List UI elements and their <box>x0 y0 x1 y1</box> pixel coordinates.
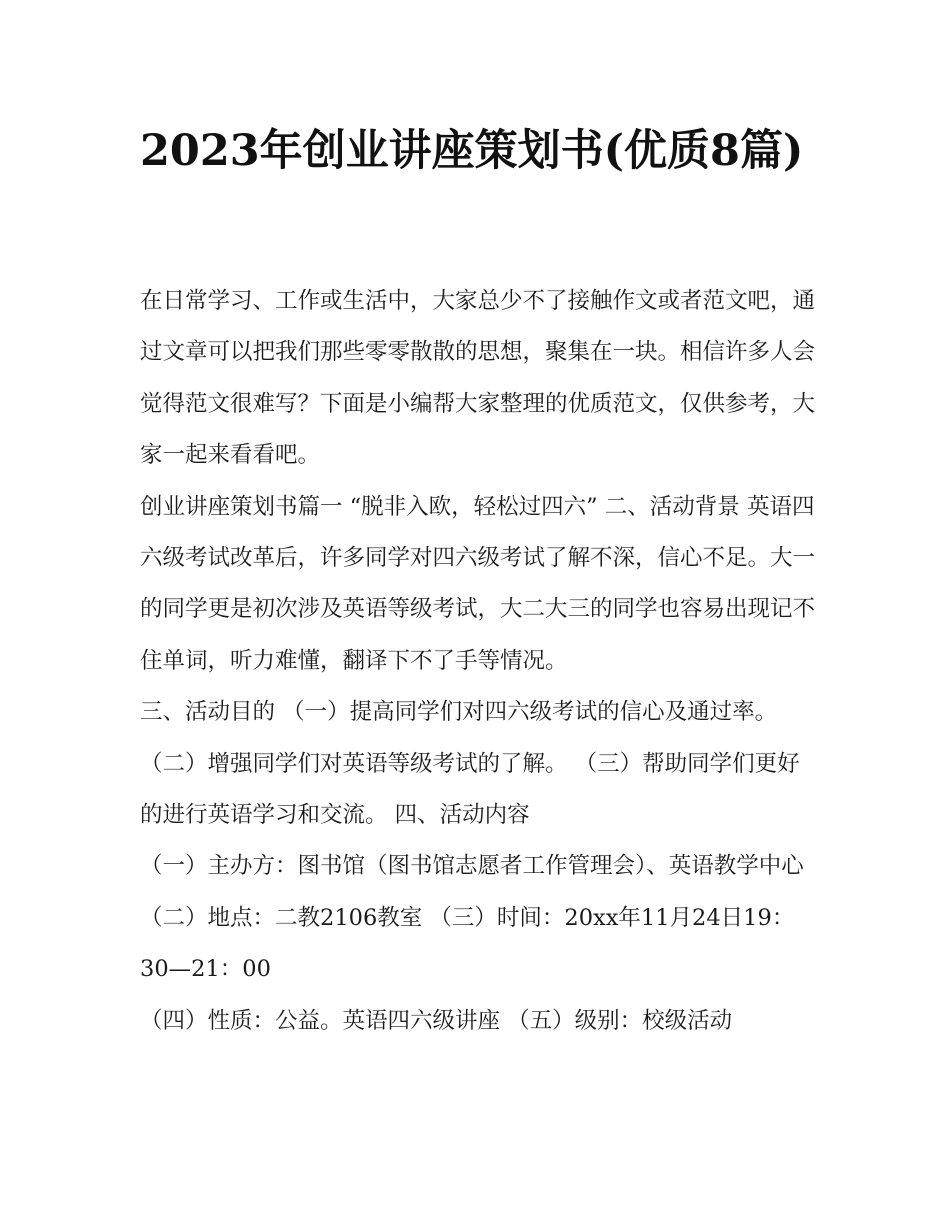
paragraph-purpose: 三、活动目的 （一）提高同学们对四六级考试的信心及通过率。 （二）增强同学们对英语等级考试的了解。 （三）帮助同学们更好的进行英语学习和交流。 四、活动内容 <box>140 699 800 829</box>
paragraph-background: 创业讲座策划书篇一 “脱非入欧，轻松过四六” 二、活动背景 英语四六级考试改革后，许多同学对四六级考试了解不深，信心不足。大一的同学更是初次涉及英语等级考试，大二大三的同学也容易出现记不住单词，听力难懂，翻译下不了手等情况。 <box>140 493 816 674</box>
paragraph-nature: （四）性质：公益。英语四六级讲座 （五）级别：校级活动 <box>140 1007 733 1034</box>
paragraph-intro: 在日常学习、工作或生活中，大家总少不了接触作文或者范文吧，通过文章可以把我们那些零零散散的思想，聚集在一块。相信许多人会觉得范文很难写？下面是小编帮大家整理的优质范文，仅供参考，大家一起来看看吧。 <box>140 288 816 469</box>
document-title: 2023年创业讲座策划书(优质8篇) <box>140 126 804 176</box>
document-body <box>140 276 820 1047</box>
paragraph-organizer: （一）主办方：图书馆（图书馆志愿者工作管理会）、英语教学中心 （二）地点：二教2106教室 （三）时间：20xx年11月24日19：30—21：00 <box>140 853 804 983</box>
